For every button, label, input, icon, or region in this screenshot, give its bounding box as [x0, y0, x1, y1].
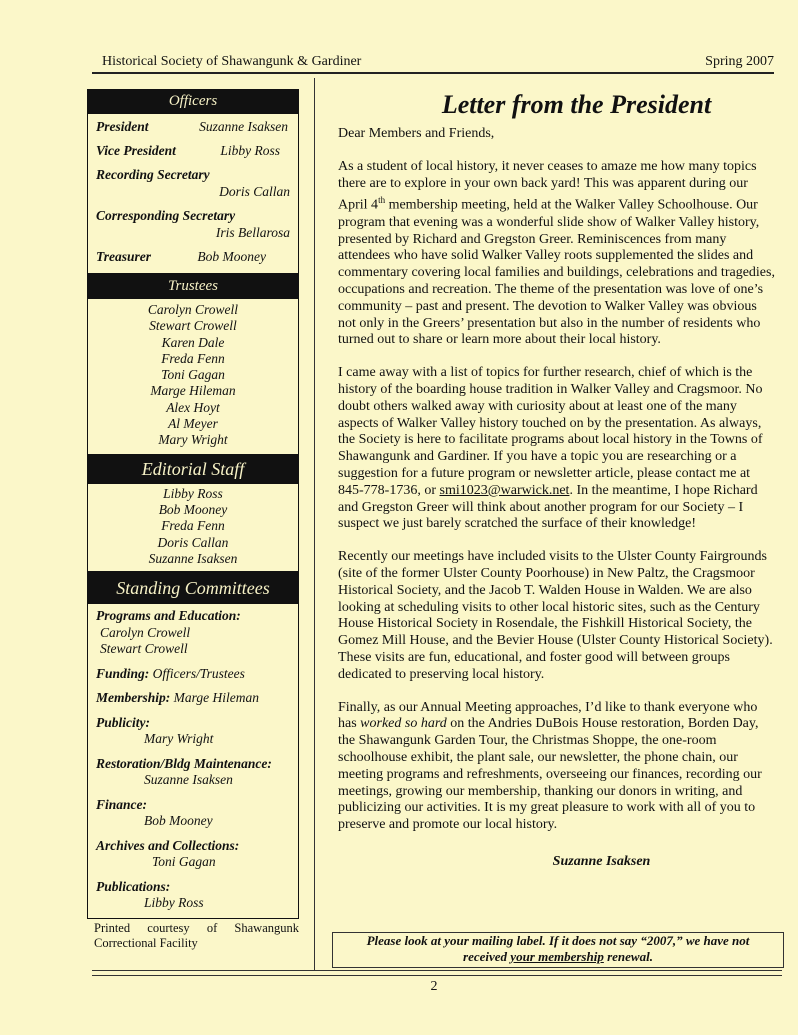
- trustee-name: Toni Gagan: [161, 367, 225, 383]
- editor-name: Doris Callan: [157, 534, 229, 550]
- officers-list: [87, 114, 299, 274]
- issue-date: Spring 2007: [705, 54, 774, 69]
- committee-publicity: Publicity: Mary Wright: [96, 714, 214, 747]
- salutation: Dear Members and Friends,: [338, 126, 495, 141]
- committees-list: [87, 604, 299, 919]
- committee-funding: Funding: Officers/Trustees: [96, 665, 245, 681]
- editorial-heading: Editorial Staff: [87, 455, 299, 484]
- notice-line-1: Please look at your mailing label. If it does not say “2007,” we have not: [366, 933, 750, 948]
- committee-restoration: Restoration/Bldg Maintenance: Suzanne Isaksen: [96, 755, 272, 788]
- sidebar: [87, 89, 299, 919]
- committee-finance: Finance: Bob Mooney: [96, 796, 213, 829]
- printed-courtesy-note: Printed courtesy of Shawangunk Correctional Facility: [94, 921, 299, 950]
- footer-rule: [92, 970, 782, 971]
- signature: Suzanne Isaksen: [552, 853, 651, 869]
- officer-recording-secretary: Recording Secretary Doris Callan: [96, 167, 290, 199]
- officer-treasurer: Treasurer Bob Mooney: [96, 249, 266, 264]
- trustees-list: [87, 299, 299, 455]
- footer-rule: [92, 975, 782, 976]
- trustee-name: Carolyn Crowell: [147, 302, 239, 317]
- paragraph-1: As a student of local history, it never ceases to amaze me how many topics there are to explore in your own back yard! This was apparent during our April 4th membership meeting, held at the Walker Valley Schoolhouse. Our program that evening was a wonderful slide show of Walker Valley history, presented by Richard and Gregston Greer. Reminiscences from many attendees who have solid Walker Valley roots supplemented the slides and commentary covering local families and buildings, celebrations and tragedies, occupations and recreation. The theme of the presentation was love of one’s community – past and present. The devotion to Walker Valley was obvious not only in the Greers’ presentation but also in the number of residents who turned out to share or learn more about their local history.: [338, 158, 775, 348]
- trustee-name: Alex Hoyt: [166, 399, 220, 415]
- trustee-name: Mary Wright: [158, 432, 228, 448]
- page-number: 2: [430, 979, 438, 994]
- article-title: Letter from the President: [441, 90, 712, 119]
- ordinal-suffix: th: [378, 195, 386, 206]
- committee-membership: Membership: Marge Hileman: [96, 690, 259, 706]
- membership-notice: [332, 932, 784, 968]
- officer-vice-president: Vice President Libby Ross: [96, 143, 280, 158]
- trustee-name: Karen Dale: [161, 334, 225, 350]
- editorial-list: [87, 484, 299, 572]
- trustee-name: Stewart Crowell: [149, 318, 237, 334]
- trustees-heading: Trustees: [87, 274, 299, 299]
- committee-publications: Publications: Libby Ross: [96, 878, 204, 911]
- editor-name: Libby Ross: [163, 485, 223, 501]
- paragraph-2: I came away with a list of topics for further research, chief of which is the history of the boarding house tradition in Walker Valley and Cragsmoor. No doubt others walked away with curiosity about at least one of the many aspects of Walker Valley history touched on by the presentation. As always, the Society is here to facilitate programs about local history in the Towns of Shawangunk and Gardiner. If you have a topic you are researching or a suggestion for a future program or newsletter article, please contact me at 845-778-1736, or smi1023@warwick.net. In the meantime, I hope Richard and Gregston Greer will think about another program for our Society – I suspect we just barely scratched the surface of their knowledge!: [338, 365, 763, 532]
- column-divider: [314, 78, 315, 971]
- officer-corresponding-secretary: Corresponding Secretary Iris Bellarosa: [96, 208, 290, 240]
- editor-name: Bob Mooney: [158, 501, 228, 517]
- officers-heading: Officers: [87, 89, 299, 114]
- committee-programs: Programs and Education: Carolyn Crowell Stewart Crowell: [96, 608, 241, 657]
- header-rule: [92, 72, 774, 74]
- email-link[interactable]: smi1023@warwick.net: [439, 482, 570, 498]
- trustee-name: Al Meyer: [168, 416, 218, 432]
- trustee-name: Marge Hileman: [150, 383, 236, 399]
- society-name: Historical Society of Shawangunk & Gardiner: [102, 54, 362, 69]
- committees-heading: Standing Committees: [87, 572, 299, 604]
- editor-name: Suzanne Isaksen: [148, 550, 238, 566]
- paragraph-3: Recently our meetings have included visits to the Ulster County Fairgrounds (site of the former Ulster County Poorhouse) in New Paltz, the Cragsmoor Historical Society, and the Jacob T. Walden House in Walden. We are also looking at scheduling visits to other local historic sites, such as the Century House Historical Society in Rosendale, the Fishkill Historical Society, the Gomez Mill House, and the Bevier House (Ulster County Historical Society). These visits are fun, educational, and foster good will between groups dedicated to preserving local history.: [338, 549, 773, 682]
- officer-president: President Suzanne Isaksen: [96, 119, 288, 134]
- trustee-name: Freda Fenn: [161, 350, 225, 366]
- paragraph-4: Finally, as our Annual Meeting approaches, I’d like to thank everyone who has worked so hard on the Andries DuBois House restoration, Borden Day, the Shawangunk Garden Tour, the Christmas Shoppe, the one-room schoolhouse exhibit, the plant sale, our newsletter, the phone chain, our meeting programs and refreshments, overseeing our finances, recording our meetings, growing our membership, thanking our donors in writing, and publicizing our activities. It is my great pleasure to work with all of you to preserve and promote our local history.: [338, 699, 762, 833]
- president-letter: [338, 88, 775, 870]
- committee-archives: Archives and Collections: Toni Gagan: [96, 837, 240, 870]
- notice-line-2: received your membership renewal.: [463, 949, 653, 964]
- page-header: [92, 52, 774, 72]
- editor-name: Freda Fenn: [161, 518, 225, 534]
